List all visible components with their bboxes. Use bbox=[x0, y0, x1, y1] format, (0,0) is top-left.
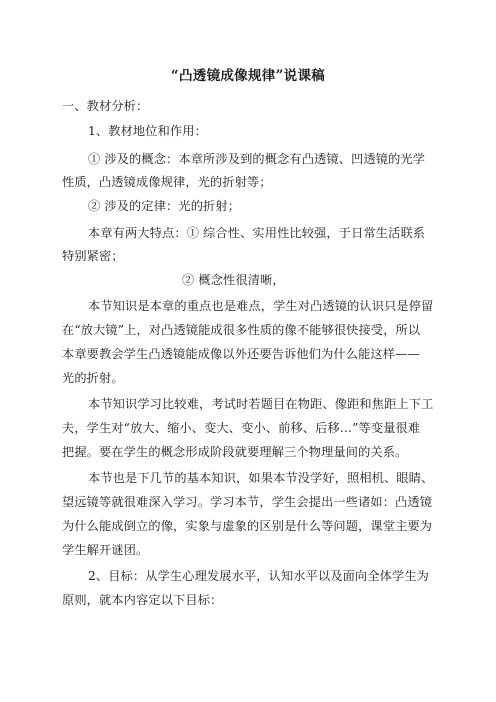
paragraph-line: 为什么能成倒立的像，实象与虚象的区别是什么等问题，课堂主要为 bbox=[62, 519, 433, 533]
subheading-position-and-role: 1、教材地位和作用： bbox=[88, 124, 207, 138]
paragraph-line: 2、目标：从学生心理发展水平，认知水平以及面向全体学生为 bbox=[88, 569, 430, 583]
section-heading-textbook-analysis: 一、教材分析： bbox=[62, 99, 149, 113]
paragraph-line: 望远镜等就很难深入学习。学习本节，学生会提出一些诸如：凸透镜 bbox=[62, 495, 433, 509]
paragraph-line: 在“放大镜”上，对凸透镜能成很多性质的像不能够很快接受，所以 bbox=[62, 323, 421, 337]
paragraph-line: 学生解开谜团。 bbox=[62, 543, 149, 557]
paragraph-line: 夫，学生对“放大、缩小、变大、变小、前移、后移…”等变量很难 bbox=[62, 421, 421, 435]
paragraph-line: ② 涉及的定律：光的折射； bbox=[88, 199, 241, 213]
paragraph-line: 本节也是下几节的基本知识，如果本节没学好，照相机、眼睛、 bbox=[88, 471, 434, 485]
paragraph-line: 把握。要在学生的概念形成阶段就要理解三个物理量间的关系。 bbox=[62, 445, 408, 459]
paragraph-line: 本节知识是本章的重点也是难点，学生对凸透镜的认识只是停留 bbox=[88, 299, 434, 313]
paragraph-line: 光的折射。 bbox=[62, 371, 124, 385]
paragraph-line: 性质，凸透镜成像规律，光的折射等； bbox=[62, 175, 272, 189]
paragraph-line: 本章要教会学生凸透镜能成像以外还要告诉他们为什么能这样—— bbox=[62, 347, 420, 361]
paragraph-line: 本章有两大特点：① 综合性、实用性比较强，于日常生活联系 bbox=[88, 226, 426, 240]
paragraph-line: 特别紧密； bbox=[62, 249, 124, 263]
paragraph-line: ① 涉及的概念：本章所涉及到的概念有凸透镜、凹透镜的光学 bbox=[88, 152, 426, 166]
paragraph-line: ② 概念性很清晰， bbox=[182, 273, 285, 287]
paragraph-line: 原则，就本内容定以下目标： bbox=[62, 593, 223, 607]
document-title: “凸透镜成像规律”说课稿 bbox=[170, 68, 326, 84]
paragraph-line: 本节知识学习比较难，考试时若题目在物距、像距和焦距上下工 bbox=[88, 397, 434, 411]
